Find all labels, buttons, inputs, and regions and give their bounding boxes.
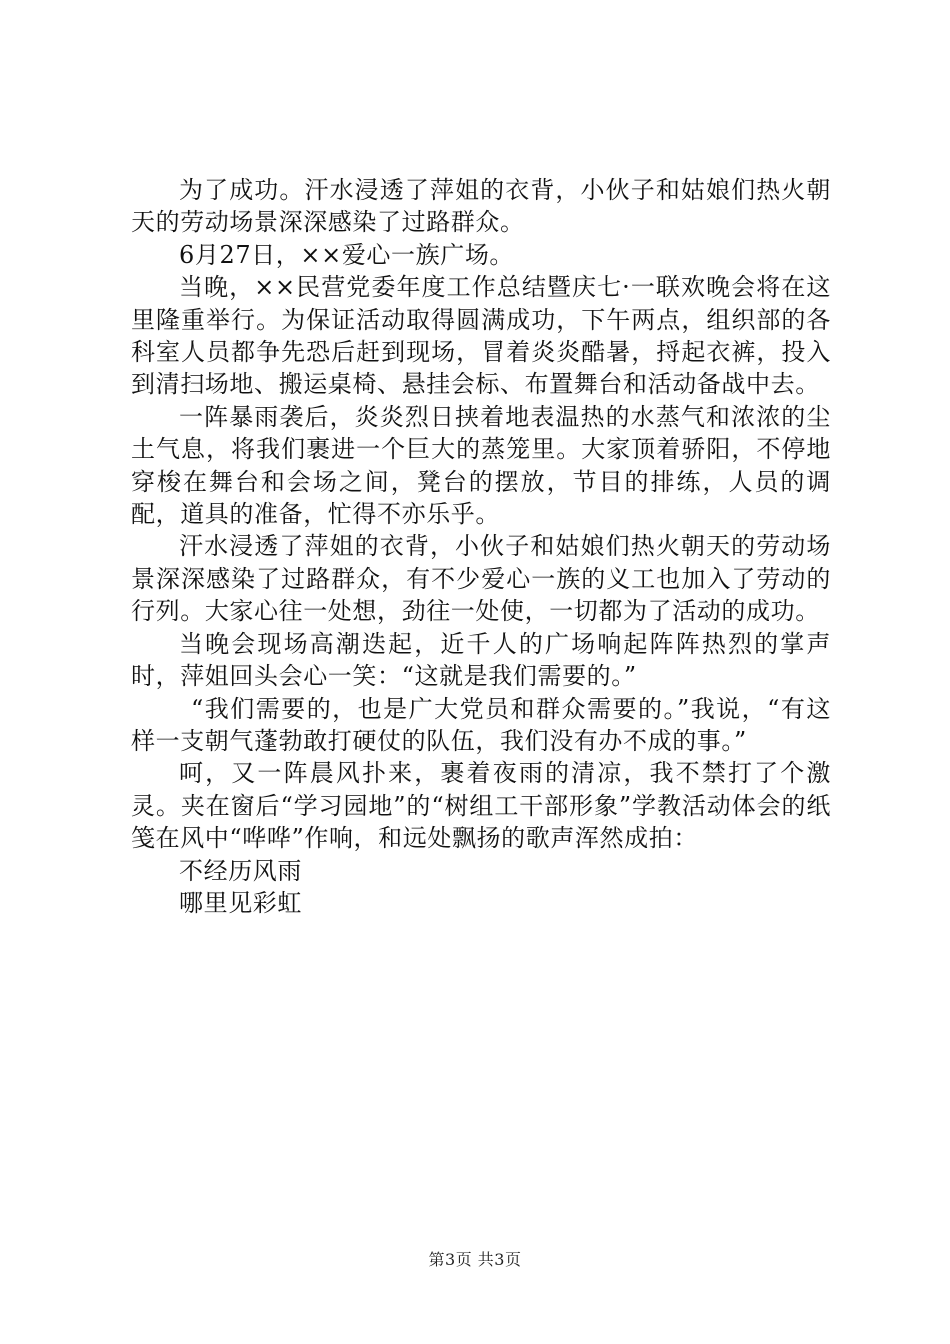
poem-line: 哪里见彩虹 xyxy=(179,888,302,917)
document-body xyxy=(131,174,831,919)
poem-line: 不经历风雨 xyxy=(179,856,302,885)
page-footer: 第3页 共3页 xyxy=(428,1250,522,1269)
paragraph: 一阵暴雨袭后，炎炎烈日挟着地表温热的水蒸气和浓浓的尘土气息，将我们裹进一个巨大的蒸笼里。大家顶着骄阳，不停地穿梭在舞台和会场之间，凳台的摆放，节目的排练，人员的调配，道具的准备，忙得不亦乐乎。 xyxy=(131,402,831,529)
paragraph: 呵，又一阵晨风扑来，裹着夜雨的清凉，我不禁打了个激灵。夹在窗后“学习园地”的“树组工干部形象”学教活动体会的纸笺在风中“哗哗”作响，和远处飘扬的歌声浑然成拍： xyxy=(131,759,831,853)
paragraph: 6月27日，××爱心一族广场。 xyxy=(179,240,515,269)
paragraph: 当晚会现场高潮迭起，近千人的广场响起阵阵热烈的掌声时，萍姐回头会心一笑：“这就是我们需要的。” xyxy=(131,629,831,691)
paragraph: “我们需要的，也是广大党员和群众需要的。”我说，“有这样一支朝气蓬勃敢打硬仗的队伍，我们没有办不成的事。” xyxy=(131,694,831,755)
paragraph: 为了成功。汗水浸透了萍姐的衣背，小伙子和姑娘们热火朝天的劳动场景深深感染了过路群众。 xyxy=(131,176,831,237)
paragraph: 汗水浸透了萍姐的衣背，小伙子和姑娘们热火朝天的劳动场景深深感染了过路群众，有不少爱心一族的义工也加入了劳动的行列。大家心往一处想，劲往一处使，一切都为了活动的成功。 xyxy=(131,532,831,626)
paragraph: 当晚，××民营党委年度工作总结暨庆七·一联欢晚会将在这里隆重举行。为保证活动取得圆满成功，下午两点，组织部的各科室人员都争先恐后赶到现场，冒着炎炎酷暑，捋起衣裤，投入到清扫场地、搬运桌椅、悬挂会标、布置舞台和活动备战中去。 xyxy=(131,273,831,399)
